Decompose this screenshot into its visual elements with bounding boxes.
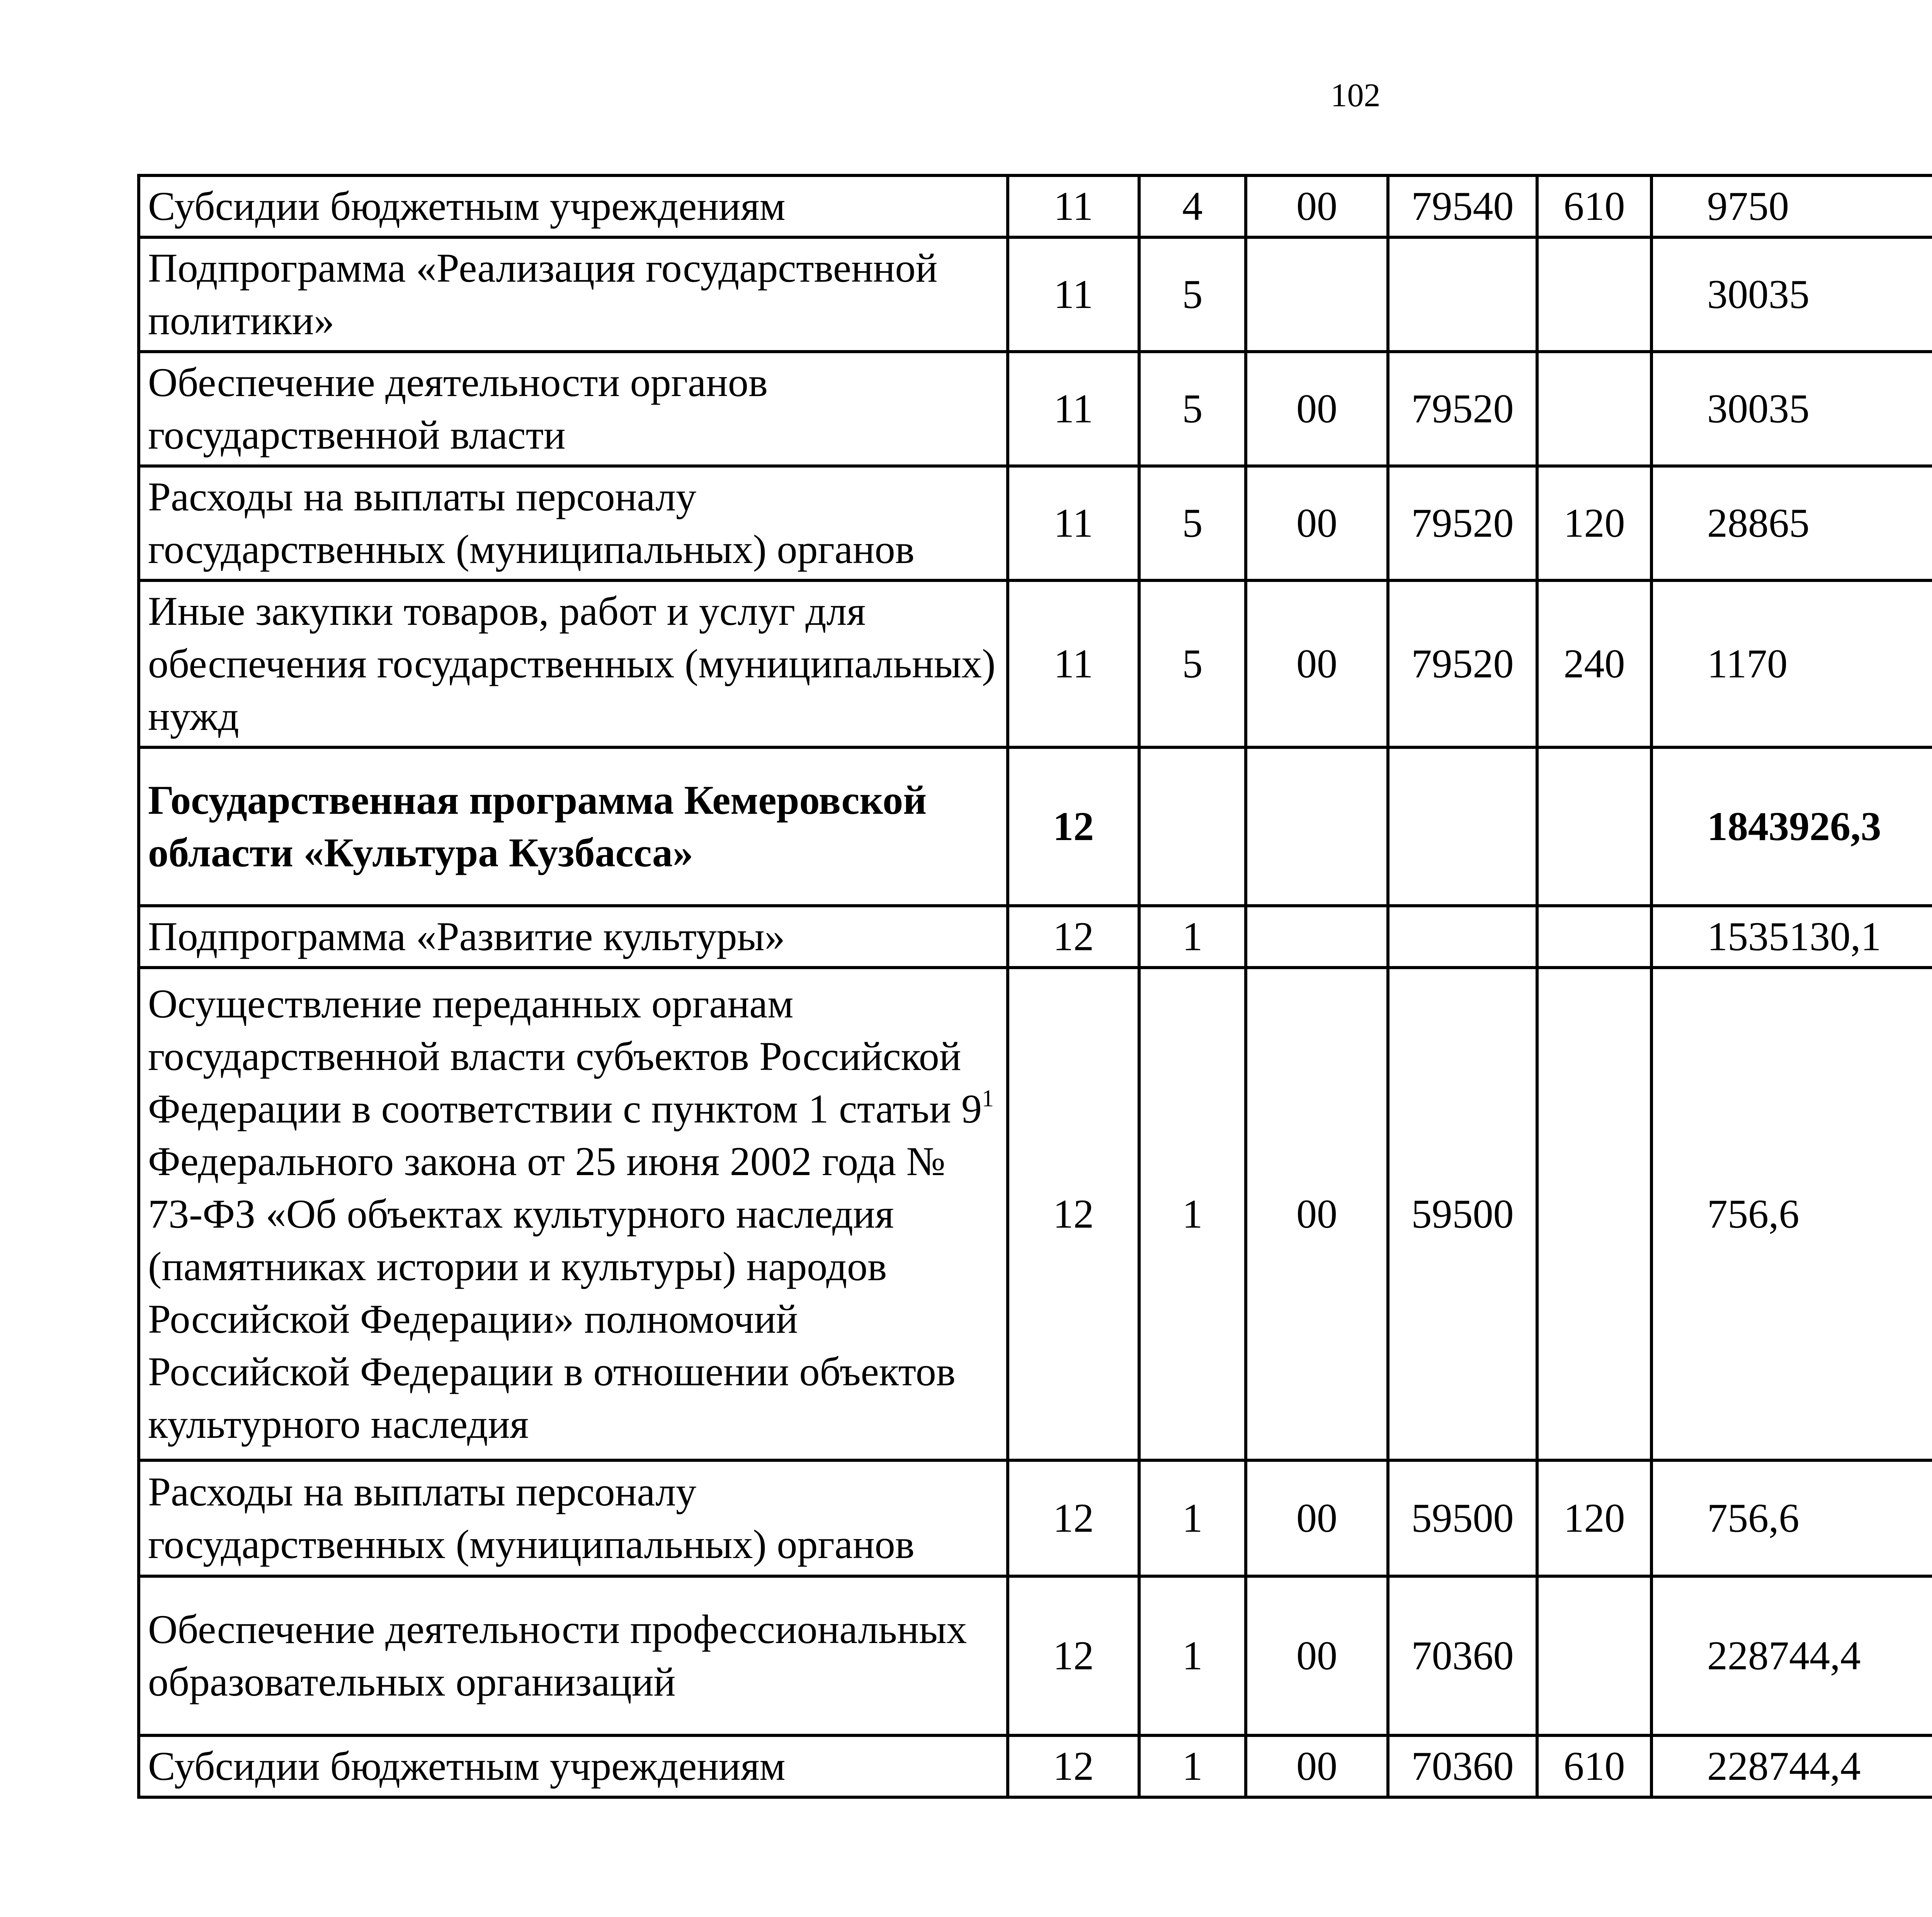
code-cell: 12 [1008, 968, 1139, 1460]
code-cell [1537, 237, 1651, 352]
row-name: Обеспечение деятельности органов государственной власти [139, 352, 1008, 466]
code-cell [1537, 352, 1651, 466]
table-row [139, 580, 1932, 747]
code-cell: 1 [1139, 1735, 1246, 1797]
amount-cell: 30035 [1651, 237, 1932, 352]
amount-cell: 1170 [1651, 580, 1932, 747]
table-row [139, 1460, 1932, 1576]
table-row [139, 352, 1932, 466]
code-cell: 70360 [1388, 1576, 1537, 1735]
code-cell: 12 [1008, 1735, 1139, 1797]
code-cell: 12 [1008, 747, 1139, 906]
amount-cell: 30035 [1651, 352, 1932, 466]
code-cell: 00 [1246, 466, 1388, 580]
code-cell [1246, 237, 1388, 352]
amount-cell: 228744,4 [1651, 1576, 1932, 1735]
row-name: Субсидии бюджетным учреждениям [139, 1735, 1008, 1797]
row-name [139, 968, 1008, 1460]
code-cell [1139, 747, 1246, 906]
row-name: Подпрограмма «Развитие культуры» [139, 906, 1008, 968]
code-cell: 1 [1139, 968, 1246, 1460]
code-cell [1246, 906, 1388, 968]
table-row [139, 175, 1932, 237]
code-cell: 12 [1008, 1460, 1139, 1576]
row-name: Расходы на выплаты персоналу государственных (муниципальных) органов [139, 1460, 1008, 1576]
code-cell: 59500 [1388, 968, 1537, 1460]
code-cell [1537, 968, 1651, 1460]
amount-cell: 1843926,3 [1651, 747, 1932, 906]
page-number: 102 [1330, 77, 1381, 114]
code-cell: 11 [1008, 466, 1139, 580]
code-cell: 5 [1139, 237, 1246, 352]
code-cell [1388, 747, 1537, 906]
budget-table [137, 174, 1932, 1799]
row-name: Иные закупки товаров, работ и услуг для обеспечения государственных (муниципальных) нужд [139, 580, 1008, 747]
row-name: Субсидии бюджетным учреждениям [139, 175, 1008, 237]
code-cell: 5 [1139, 580, 1246, 747]
code-cell: 1 [1139, 1576, 1246, 1735]
row-name: Расходы на выплаты персоналу государственных (муниципальных) органов [139, 466, 1008, 580]
code-cell: 240 [1537, 580, 1651, 747]
code-cell: 00 [1246, 1460, 1388, 1576]
code-cell: 120 [1537, 466, 1651, 580]
code-cell: 4 [1139, 175, 1246, 237]
code-cell: 5 [1139, 352, 1246, 466]
row-name-text: Осуществление переданных органам государственной власти субъектов Российской Федерации в соответствии с пунктом 1 статьи 9 [148, 981, 982, 1131]
code-cell: 1 [1139, 1460, 1246, 1576]
table-row [139, 968, 1932, 1460]
amount-cell: 28865 [1651, 466, 1932, 580]
code-cell [1388, 906, 1537, 968]
code-cell: 00 [1246, 1576, 1388, 1735]
code-cell: 5 [1139, 466, 1246, 580]
code-cell: 00 [1246, 352, 1388, 466]
table-row [139, 1735, 1932, 1797]
row-name-text: Федерального закона от 25 июня 2002 года № 73-ФЗ «Об объектах культурного наследия (памятниках истории и культуры) народов Российской Федерации» полномочий Российской Федерации в отношении объектов культурного наследия [148, 1138, 956, 1447]
table-row [139, 906, 1932, 968]
code-cell [1537, 906, 1651, 968]
code-cell: 120 [1537, 1460, 1651, 1576]
code-cell: 11 [1008, 352, 1139, 466]
code-cell: 11 [1008, 175, 1139, 237]
code-cell [1537, 747, 1651, 906]
code-cell: 00 [1246, 580, 1388, 747]
code-cell: 79520 [1388, 352, 1537, 466]
code-cell: 12 [1008, 1576, 1139, 1735]
code-cell: 1 [1139, 906, 1246, 968]
row-name: Обеспечение деятельности профессиональных образовательных организаций [139, 1576, 1008, 1735]
amount-cell: 1535130,1 [1651, 906, 1932, 968]
table-row [139, 1576, 1932, 1735]
amount-cell: 228744,4 [1651, 1735, 1932, 1797]
code-cell: 11 [1008, 237, 1139, 352]
code-cell [1246, 747, 1388, 906]
code-cell [1388, 237, 1537, 352]
row-name: Подпрограмма «Реализация государственной политики» [139, 237, 1008, 352]
code-cell: 11 [1008, 580, 1139, 747]
code-cell: 12 [1008, 906, 1139, 968]
code-cell: 79520 [1388, 466, 1537, 580]
code-cell: 59500 [1388, 1460, 1537, 1576]
code-cell: 79520 [1388, 580, 1537, 747]
code-cell: 610 [1537, 175, 1651, 237]
code-cell: 00 [1246, 968, 1388, 1460]
table-row [139, 747, 1932, 906]
code-cell: 00 [1246, 1735, 1388, 1797]
code-cell [1537, 1576, 1651, 1735]
code-cell: 79540 [1388, 175, 1537, 237]
code-cell: 610 [1537, 1735, 1651, 1797]
amount-cell: 756,6 [1651, 968, 1932, 1460]
code-cell: 70360 [1388, 1735, 1537, 1797]
table-row [139, 466, 1932, 580]
superscript: 1 [982, 1085, 994, 1112]
amount-cell: 756,6 [1651, 1460, 1932, 1576]
table-row [139, 237, 1932, 352]
row-name: Государственная программа Кемеровской области «Культура Кузбасса» [139, 747, 1008, 906]
code-cell: 00 [1246, 175, 1388, 237]
amount-cell: 9750 [1651, 175, 1932, 237]
